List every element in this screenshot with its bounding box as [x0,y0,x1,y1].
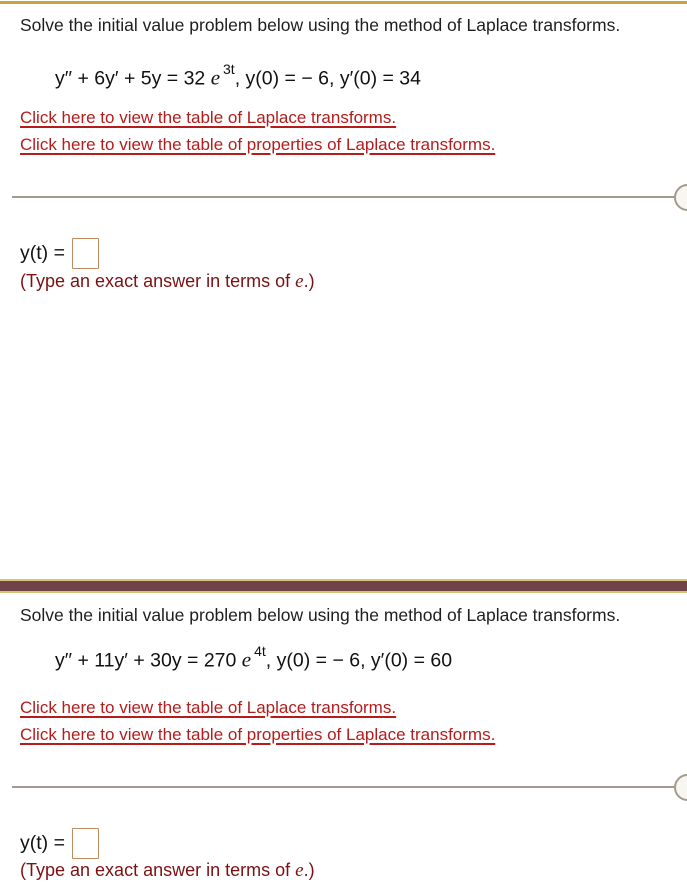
answer-label: y(t) = [20,832,65,854]
equation-exponent: 3t [223,61,235,77]
equation-lhs: y′′ + 11y′ + 30y = 270 [55,649,242,672]
section-separator-bar [0,579,687,593]
problem-2-answer-row [20,828,99,859]
euler-e: e [210,65,221,90]
problem-2-links [20,694,495,748]
divider-line [12,196,677,198]
link-laplace-properties-table[interactable]: Click here to view the table of properties of Laplace transforms. [20,725,496,744]
equation-lhs: y′′ + 6y′ + 5y = 32 [55,67,211,90]
answer-input[interactable] [72,238,99,269]
hint-euler-e: e [295,860,304,881]
top-gold-rule [0,1,687,4]
section-divider [0,774,687,801]
link-laplace-properties-table[interactable]: Click here to view the table of properties of Laplace transforms. [20,135,496,154]
hint-euler-e: e [295,271,304,292]
problem-2-prompt: Solve the initial value problem below using the method of Laplace transforms. [20,605,621,625]
equation-rhs: , y(0) = − 6, y′(0) = 60 [265,649,453,672]
equation-rhs: , y(0) = − 6, y′(0) = 34 [234,67,421,90]
drag-handle-icon[interactable] [674,774,687,801]
equation-exponent: 4t [254,643,266,659]
problem-2-equation [55,643,453,673]
euler-e: e [241,647,252,672]
problem-1-answer-format-hint: (Type an exact answer in terms of e.) [20,271,315,292]
problem-1-links [20,104,495,158]
answer-label: y(t) = [20,242,65,264]
link-laplace-transforms-table[interactable]: Click here to view the table of Laplace transforms. [20,108,397,127]
divider-line [12,786,677,788]
section-divider [0,184,687,211]
link-laplace-transforms-table[interactable]: Click here to view the table of Laplace transforms. [20,698,397,717]
problem-2-answer-format-hint: (Type an exact answer in terms of e.) [20,860,315,881]
problem-1-equation [55,61,421,91]
drag-handle-icon[interactable] [674,184,687,211]
problem-1-prompt: Solve the initial value problem below using the method of Laplace transforms. [20,15,621,35]
problem-1-answer-row [20,238,99,269]
answer-input[interactable] [72,828,99,859]
